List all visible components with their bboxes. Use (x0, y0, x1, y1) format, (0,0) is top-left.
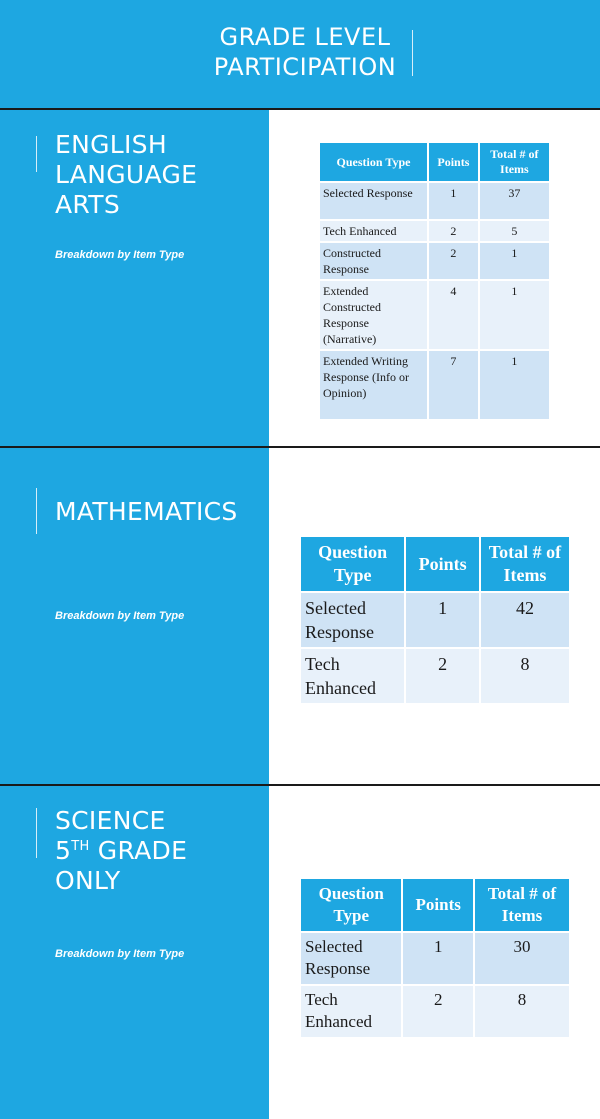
science-item-type-table (299, 877, 571, 1039)
question-type-cell: Tech Enhanced (300, 648, 405, 704)
total-items-cell: 1 (479, 242, 550, 280)
total-items-cell: 42 (480, 592, 570, 648)
total-items-cell: 1 (479, 280, 550, 350)
page-title-line-1: GRADE LEVEL (219, 23, 391, 51)
column-header-points: Points (405, 536, 480, 592)
table-header-row (319, 142, 550, 182)
question-type-cell: Extended Writing Response (Info or Opinion) (319, 350, 428, 420)
table-row (300, 985, 570, 1038)
question-type-cell: Selected Response (319, 182, 428, 220)
math-item-type-table (299, 535, 571, 705)
question-type-cell: Tech Enhanced (319, 220, 428, 242)
math-subtitle: Breakdown by Item Type (55, 610, 185, 622)
points-cell: 7 (428, 350, 479, 420)
math-accent-bar (36, 488, 37, 534)
points-cell: 4 (428, 280, 479, 350)
table-row (319, 242, 550, 280)
page-title-line-2: PARTICIPATION (213, 53, 397, 81)
table-row (319, 350, 550, 420)
table-row (319, 280, 550, 350)
ela-accent-bar (36, 136, 37, 172)
total-items-cell: 8 (480, 648, 570, 704)
column-header-total-items: Total # of Items (474, 878, 570, 932)
total-items-cell: 30 (474, 932, 570, 985)
total-items-cell: 5 (479, 220, 550, 242)
total-items-cell: 37 (479, 182, 550, 220)
question-type-cell: Tech Enhanced (300, 985, 402, 1038)
science-accent-bar (36, 808, 37, 858)
points-cell: 1 (402, 932, 474, 985)
table-row (319, 182, 550, 220)
table-header-row (300, 536, 570, 592)
table-row (300, 932, 570, 985)
ela-item-type-table (318, 141, 551, 421)
column-header-total-items: Total # of Items (479, 142, 550, 182)
question-type-cell: Constructed Response (319, 242, 428, 280)
column-header-points: Points (428, 142, 479, 182)
ela-subtitle: Breakdown by Item Type (55, 249, 185, 261)
question-type-cell: Selected Response (300, 932, 402, 985)
column-header-total-items: Total # of Items (480, 536, 570, 592)
science-title: SCIENCE 5TH GRADE ONLY (55, 806, 188, 895)
column-header-question-type: Question Type (300, 536, 405, 592)
column-header-points: Points (402, 878, 474, 932)
points-cell: 2 (402, 985, 474, 1038)
points-cell: 1 (428, 182, 479, 220)
column-header-question-type: Question Type (300, 878, 402, 932)
table-header-row (300, 878, 570, 932)
total-items-cell: 8 (474, 985, 570, 1038)
ela-title: ENGLISH LANGUAGE ARTS (55, 130, 198, 219)
points-cell: 2 (405, 648, 480, 704)
table-row (300, 648, 570, 704)
page-header (0, 0, 600, 108)
table-row (319, 220, 550, 242)
column-header-question-type: Question Type (319, 142, 428, 182)
title-accent-bar (412, 30, 413, 76)
total-items-cell: 1 (479, 350, 550, 420)
question-type-cell: Extended Constructed Response (Narrative) (319, 280, 428, 350)
page-title (200, 22, 410, 82)
points-cell: 1 (405, 592, 480, 648)
points-cell: 2 (428, 220, 479, 242)
question-type-cell: Selected Response (300, 592, 405, 648)
science-subtitle: Breakdown by Item Type (55, 948, 185, 960)
table-row (300, 592, 570, 648)
math-title: MATHEMATICS (55, 497, 238, 526)
points-cell: 2 (428, 242, 479, 280)
